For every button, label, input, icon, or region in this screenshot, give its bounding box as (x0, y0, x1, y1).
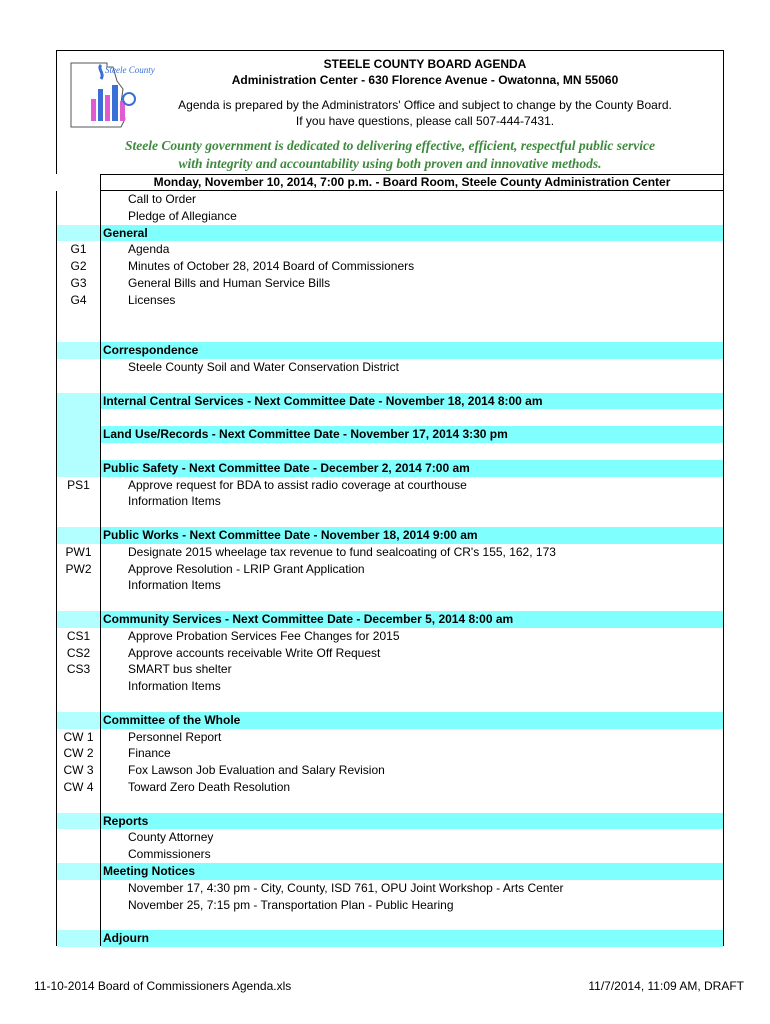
agenda-address: Administration Center - 630 Florence Avenue - Owatonna, MN 55060 (231, 73, 619, 87)
row-code-cell-fill (57, 409, 101, 426)
agenda-row (57, 678, 723, 695)
item-text: Approve request for BDA to assist radio coverage at courthouse (128, 477, 467, 492)
section-header-row (57, 342, 723, 359)
agenda-row (57, 191, 723, 208)
item-text: Approve Resolution - LRIP Grant Application (128, 561, 365, 576)
item-code: PW1 (65, 544, 92, 559)
item-text: County Attorney (128, 830, 214, 845)
agenda-row (57, 292, 723, 309)
agenda-row (57, 544, 723, 561)
footer-timestamp: 11/7/2014, 11:09 AM, DRAFT (588, 979, 744, 993)
section-header-row (57, 460, 723, 477)
section-title: Meeting Notices (103, 864, 196, 878)
section-title: Internal Central Services - Next Committee Date - November 18, 2014 8:00 am (103, 393, 543, 408)
item-text: November 25, 7:15 pm - Transportation Plan - Public Hearing (128, 897, 454, 912)
item-code: CW 3 (63, 763, 94, 778)
item-text: Licenses (128, 292, 176, 307)
item-text: Commissioners (128, 847, 211, 862)
agenda-row (57, 493, 723, 510)
item-code: G1 (70, 242, 87, 257)
item-text: Toward Zero Death Resolution (128, 780, 291, 794)
item-code: CS1 (66, 628, 91, 643)
section-header-row (57, 712, 723, 729)
agenda-row (57, 241, 723, 258)
item-text: Agenda (128, 242, 170, 257)
item-text: Fox Lawson Job Evaluation and Salary Revision (128, 763, 385, 778)
section-title: Committee of the Whole (103, 712, 241, 727)
agenda-row (57, 376, 723, 393)
agenda-row (57, 409, 723, 426)
section-title: Correspondence (103, 343, 199, 358)
item-code: CW 2 (63, 746, 94, 761)
mission-line2: with integrity and accountability using both proven and innovative methods. (178, 156, 602, 171)
mission-line1: Steele County government is dedicated to delivering effective, efficient, respectful public service (124, 138, 655, 153)
section-header-row (57, 426, 723, 443)
row-code-cell-fill (57, 712, 101, 729)
agenda-row (57, 661, 723, 678)
agenda-row (57, 645, 723, 662)
item-code: G2 (70, 259, 87, 274)
row-code-cell-fill (57, 863, 101, 880)
agenda-note-line2: If you have questions, please call 507-444-7431. (295, 114, 555, 128)
section-header-row (57, 527, 723, 544)
row-code-cell-fill (57, 393, 101, 410)
section-header-row (57, 863, 723, 880)
agenda-row (57, 628, 723, 645)
item-text: Approve Probation Services Fee Changes for 2015 (128, 628, 400, 643)
agenda-row (57, 510, 723, 527)
item-text: Call to Order (128, 192, 197, 206)
agenda-row (57, 762, 723, 779)
item-text: Information Items (128, 679, 221, 694)
section-header-row (57, 611, 723, 628)
item-code: CS2 (66, 645, 91, 660)
section-header-row (57, 225, 723, 242)
item-text: Approve accounts receivable Write Off Request (128, 645, 381, 660)
section-title: Community Services - Next Committee Date - December 5, 2014 8:00 am (103, 612, 514, 626)
agenda-row (57, 729, 723, 746)
row-code-cell-fill (57, 813, 101, 830)
item-code: PW2 (65, 561, 92, 576)
agenda-row (57, 779, 723, 796)
item-text: November 17, 4:30 pm - City, County, ISD 761, OPU Joint Workshop - Arts Center (128, 880, 564, 895)
agenda-note-line1: Agenda is prepared by the Administrators' Office and subject to change by the County Board. (178, 98, 672, 112)
item-text: General Bills and Human Service Bills (128, 276, 331, 290)
agenda-row (57, 208, 723, 225)
column-divider (100, 191, 101, 946)
section-header-row (57, 930, 723, 947)
item-code: CS3 (66, 662, 91, 677)
section-title: Public Works - Next Committee Date - November 18, 2014 9:00 am (103, 528, 478, 542)
item-text: Information Items (128, 494, 221, 509)
section-title: Land Use/Records - Next Committee Date - November 17, 2014 3:30 pm (103, 427, 508, 442)
section-title: Adjourn (103, 931, 149, 946)
agenda-row (57, 325, 723, 342)
section-title: Reports (103, 813, 149, 828)
footer-filename: 11-10-2014 Board of Commissioners Agenda.xls (34, 979, 292, 993)
agenda-row (57, 796, 723, 813)
mission-statement (57, 137, 723, 173)
row-code-cell-fill (57, 342, 101, 359)
agenda-row (57, 443, 723, 460)
row-code-cell-fill (57, 426, 101, 443)
agenda-row (57, 577, 723, 594)
row-code-cell-fill (57, 611, 101, 628)
item-text: Minutes of October 28, 2014 Board of Commissioners (128, 259, 415, 274)
logo-wordmark: Steele County (105, 65, 155, 75)
agenda-row (57, 745, 723, 762)
agenda-row (57, 880, 723, 897)
agenda-row (57, 477, 723, 494)
agenda-row (57, 275, 723, 292)
agenda-row (57, 309, 723, 326)
meeting-date-line: Monday, November 10, 2014, 7:00 p.m. - Board Room, Steele County Administration Center (100, 174, 724, 191)
item-text: Finance (128, 746, 171, 761)
item-text: Personnel Report (128, 729, 222, 744)
agenda-row (57, 829, 723, 846)
agenda-row (57, 359, 723, 376)
item-text: Pledge of Allegiance (128, 208, 237, 223)
item-code: CW 1 (63, 729, 94, 744)
item-code: G3 (70, 276, 87, 290)
section-title: General (103, 225, 148, 240)
agenda-row (57, 258, 723, 275)
item-code: PS1 (67, 477, 90, 492)
item-code: CW 4 (63, 780, 94, 794)
agenda-row (57, 897, 723, 914)
section-title: Public Safety - Next Committee Date - December 2, 2014 7:00 am (103, 460, 470, 475)
agenda-row (57, 846, 723, 863)
agenda-title: STEELE COUNTY BOARD AGENDA (323, 57, 527, 71)
row-code-cell-fill (57, 225, 101, 242)
row-code-cell-fill (57, 443, 101, 460)
agenda-row (57, 561, 723, 578)
item-code: G4 (70, 292, 87, 307)
item-text: SMART bus shelter (128, 662, 232, 677)
section-header-row (57, 393, 723, 410)
row-code-cell-fill (57, 460, 101, 477)
agenda-row (57, 594, 723, 611)
agenda-row (57, 695, 723, 712)
item-text: Steele County Soil and Water Conservation District (128, 360, 400, 374)
agenda-row (57, 913, 723, 930)
section-header-row (57, 813, 723, 830)
row-code-cell-fill (57, 527, 101, 544)
item-text: Information Items (128, 578, 221, 593)
agenda-header (56, 50, 724, 174)
item-text: Designate 2015 wheelage tax revenue to fund sealcoating of CR's 155, 162, 173 (128, 544, 556, 559)
row-code-cell-fill (57, 930, 101, 947)
